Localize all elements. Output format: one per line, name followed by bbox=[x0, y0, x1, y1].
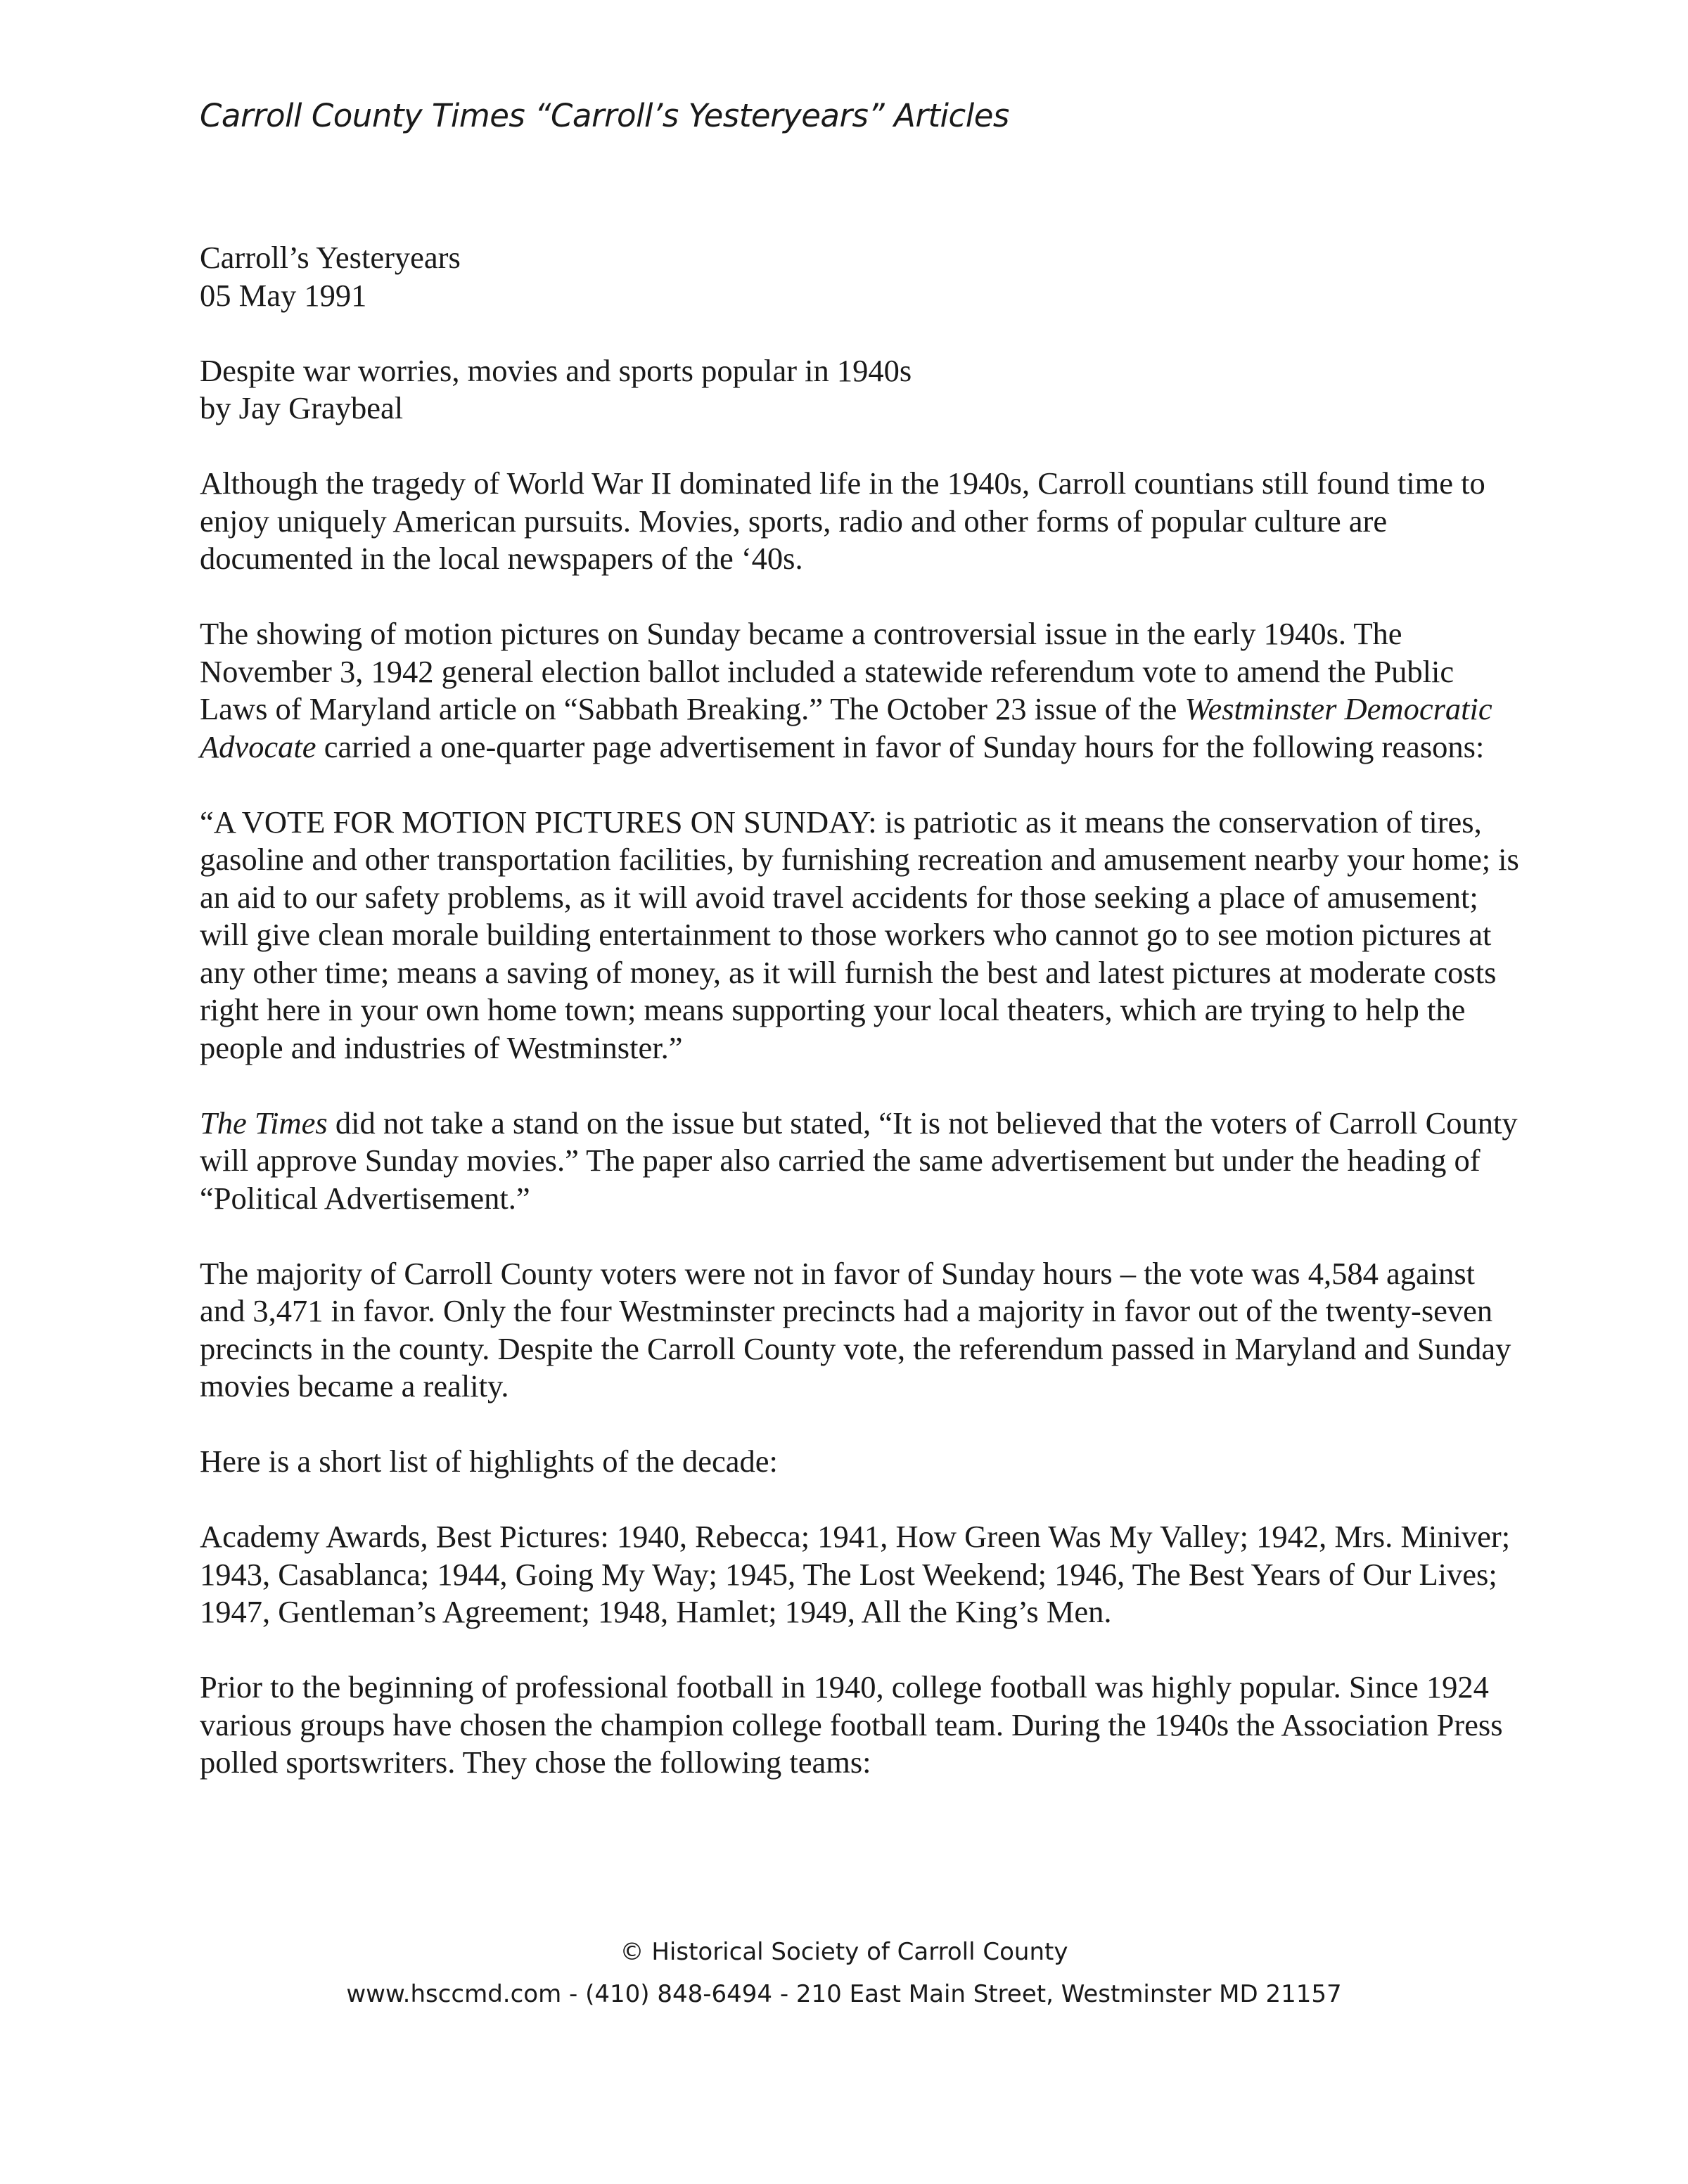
article-heading bbox=[200, 352, 1522, 428]
column-name: Carroll’s Yesteryears bbox=[200, 240, 461, 275]
headline: Despite war worries, movies and sports popular in 1940s bbox=[200, 352, 912, 388]
page-footer bbox=[0, 1931, 1688, 2015]
article-date: 05 May 1991 bbox=[200, 277, 367, 313]
paragraph-sunday-movies-text-cont: carried a one-quarter page advertisement in favor of Sunday hours for the following reasons: bbox=[316, 728, 1485, 764]
paragraph-advertisement-quote: “A VOTE FOR MOTION PICTURES ON SUNDAY: is patriotic as it means the conservation of tires, gasoline and other transportation facilities, by furnishing recreation and amusement nearby your home; is an aid to our safety problems, as it will avoid travel accidents for those seeking a place of amusement; will give clean morale building entertainment to those workers who cannot go to see motion pictures at any other time; means a saving of money, as it will furnish the best and latest pictures at moderate costs right here in your own home town; means supporting your local theaters, which are trying to help the people and industries of Westminster.” bbox=[200, 804, 1519, 1065]
paragraph-highlights-intro: Here is a short list of highlights of the decade: bbox=[200, 1444, 778, 1479]
paragraph-times-stance-text: did not take a stand on the issue but stated, “It is not believed that the voters of Carroll County will approve Sunday movies.” The paper also carried the same advertisement but under the heading of “Political Advertisement.” bbox=[200, 1105, 1518, 1216]
article-meta bbox=[200, 239, 1522, 314]
byline: by Jay Graybeal bbox=[200, 390, 404, 425]
paragraph-intro: Although the tragedy of World War II dominated life in the 1940s, Carroll countians still found time to enjoy uniquely American pursuits. Movies, sports, radio and other forms of popular culture are documented in the local newspapers of the ‘40s. bbox=[200, 465, 1485, 576]
paragraph-academy-awards: Academy Awards, Best Pictures: 1940, Rebecca; 1941, How Green Was My Valley; 1942, Mrs. Miniver; 1943, Casablanca; 1944, Going My Way; 1945, The Lost Weekend; 1946, The Best Years of Our Lives; 1947, Gentleman’s Agreement; 1948, Hamlet; 1949, All the King’s Men. bbox=[200, 1519, 1511, 1629]
newspaper-title-advocate: Westminster Democratic Advocate bbox=[200, 691, 1492, 764]
newspaper-title-times: The Times bbox=[200, 1105, 328, 1141]
footer-copyright: © Historical Society of Carroll County bbox=[620, 1938, 1068, 1966]
paragraph-sunday-movies-text: The showing of motion pictures on Sunday became a controversial issue in the early 1940s. The November 3, 1942 general election ballot included a statewide referendum vote to amend the Public Laws of Maryland article on “Sabbath Breaking.” The October 23 issue of the bbox=[200, 616, 1454, 726]
paragraph-times-stance bbox=[200, 1105, 1522, 1218]
paragraph-college-football: Prior to the beginning of professional football in 1940, college football was highly popular. Since 1924 various groups have chosen the champion college football team. During the 1940s the Association Press polled sportswriters. They chose the following teams: bbox=[200, 1669, 1503, 1780]
footer-contact: www.hsccmd.com - (410) 848-6494 - 210 East Main Street, Westminster MD 21157 bbox=[346, 1980, 1342, 2008]
page-header-title: Carroll County Times “Carroll’s Yesteryears” Articles bbox=[200, 97, 1009, 134]
paragraph-sunday-movies bbox=[200, 615, 1522, 766]
article-body bbox=[200, 239, 1522, 1819]
paragraph-vote-results: The majority of Carroll County voters were not in favor of Sunday hours – the vote was 4,584 against and 3,471 in favor. Only the four Westminster precincts had a majority in favor out of the twenty-seven precincts in the county. Despite the Carroll County vote, the referendum passed in Maryland and Sunday movies became a reality. bbox=[200, 1255, 1511, 1403]
